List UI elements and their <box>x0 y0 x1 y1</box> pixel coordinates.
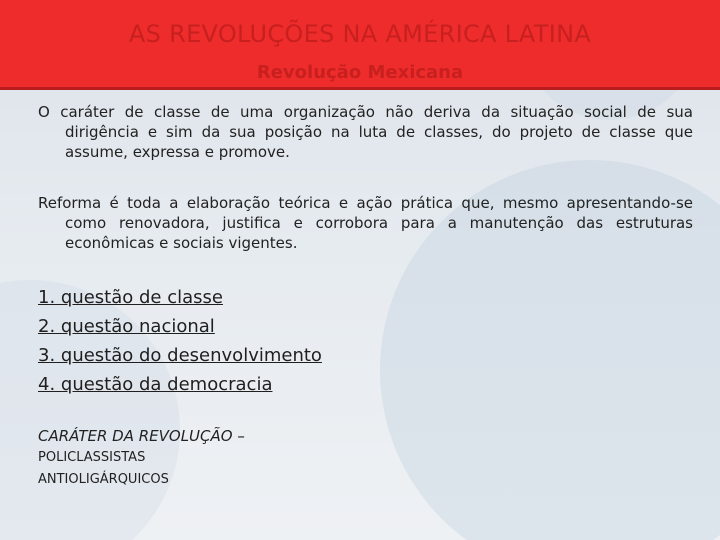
question-item: 3. questão do desenvolvimento <box>38 345 322 366</box>
paragraph-reform-definition: Reforma é toda a elaboração teórica e ação prática que, mesmo apresentando-se como renovadora, justifica e corrobora para a manutenção das estruturas econômicas e sociais vigentes. <box>38 194 693 252</box>
question-item: 1. questão de classe <box>38 287 223 308</box>
slide-subtitle: Revolução Mexicana <box>256 62 464 83</box>
title-bar <box>0 0 720 90</box>
revolution-character-heading: CARÁTER DA REVOLUÇÃO – <box>38 427 245 445</box>
question-item: 2. questão nacional <box>38 316 215 337</box>
questions-list <box>38 283 322 399</box>
slide-title: AS REVOLUÇÕES NA AMÉRICA LATINA <box>128 20 592 48</box>
revolution-character-item: POLICLASSISTAS <box>38 450 146 465</box>
paragraph-class-character: O caráter de classe de uma organização não deriva da situação social de sua dirigência e sim da sua posição na luta de classes, do projeto de classe que assume, expressa e promove. <box>38 103 693 161</box>
revolution-character-item: ANTIOLIGÁRQUICOS <box>38 472 169 487</box>
question-item: 4. questão da democracia <box>38 374 273 395</box>
